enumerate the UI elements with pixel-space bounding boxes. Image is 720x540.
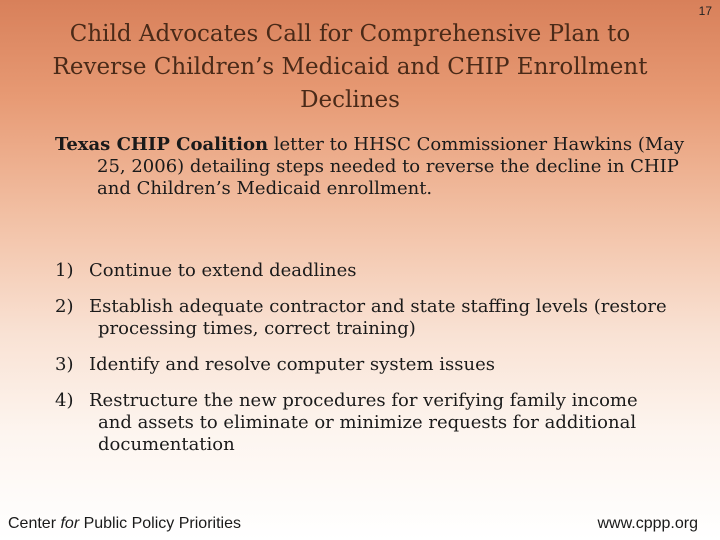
- step-number: 3): [55, 354, 74, 375]
- intro-text: letter to HHSC Commissioner Hawkins (May 25, 2006) detailing steps needed to reverse the decline in CHIP and Children’s Medicaid enrollment.: [97, 134, 685, 199]
- slide-title: Child Advocates Call for Comprehensive Plan to Reverse Children’s Medicaid and CHIP Enrollment Declines: [52, 21, 648, 113]
- step-number: 1): [55, 260, 74, 281]
- step-item: [55, 296, 675, 340]
- step-item: [55, 260, 675, 282]
- step-text: Establish adequate contractor and state staffing levels (restore processing times, correct training): [89, 296, 667, 339]
- steps-list: [55, 260, 675, 470]
- slide-number: 17: [698, 4, 712, 18]
- step-number: 2): [55, 296, 74, 317]
- step-number: 4): [55, 390, 74, 411]
- step-text: Restructure the new procedures for verifying family income and assets to eliminate or minimize requests for additional documentation: [89, 390, 638, 455]
- step-item: [55, 354, 675, 376]
- step-text: Identify and resolve computer system issues: [89, 354, 495, 375]
- footer-org-prefix: Center: [8, 515, 61, 532]
- footer-url[interactable]: www.cppp.org: [597, 515, 698, 532]
- intro-paragraph: [55, 134, 707, 200]
- footer-org-italic: for: [60, 515, 80, 532]
- coalition-name: Texas CHIP Coalition: [55, 134, 269, 155]
- step-item: [55, 390, 675, 456]
- footer-org-suffix: Public Policy Priorities: [79, 515, 241, 532]
- step-text: Continue to extend deadlines: [89, 260, 357, 281]
- footer-organization: [8, 515, 241, 533]
